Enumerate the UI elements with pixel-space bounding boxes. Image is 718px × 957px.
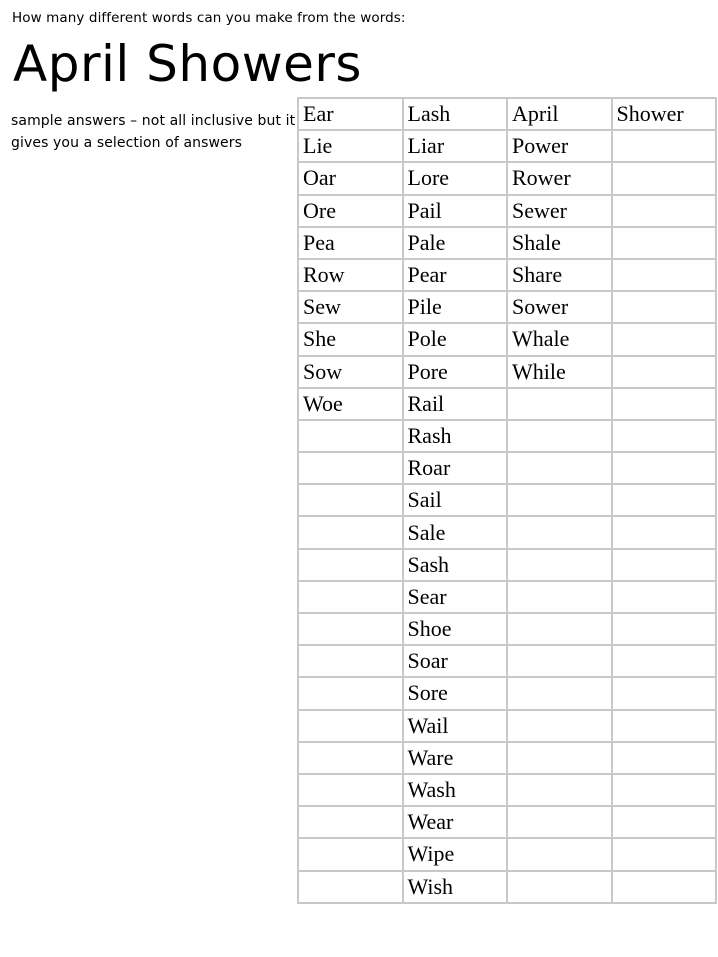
table-row bbox=[298, 677, 716, 709]
table-cell bbox=[612, 484, 717, 516]
worksheet-prompt: How many different words can you make from the words: bbox=[12, 10, 406, 26]
table-cell bbox=[612, 291, 717, 323]
table-row bbox=[298, 806, 716, 838]
table-cell: Power bbox=[507, 130, 612, 162]
table-cell bbox=[507, 871, 612, 903]
table-cell: Sore bbox=[403, 677, 508, 709]
table-row bbox=[298, 484, 716, 516]
table-cell: Oar bbox=[298, 162, 403, 194]
table-cell bbox=[612, 581, 717, 613]
table-cell bbox=[612, 356, 717, 388]
table-cell: Pale bbox=[403, 227, 508, 259]
table-cell bbox=[507, 452, 612, 484]
table-row bbox=[298, 549, 716, 581]
table-cell bbox=[612, 130, 717, 162]
table-row bbox=[298, 452, 716, 484]
table-cell: Pear bbox=[403, 259, 508, 291]
table-cell: Pail bbox=[403, 195, 508, 227]
answer-table-body bbox=[298, 98, 716, 903]
table-cell: Wish bbox=[403, 871, 508, 903]
table-row bbox=[298, 710, 716, 742]
table-cell bbox=[612, 613, 717, 645]
table-cell: Ware bbox=[403, 742, 508, 774]
table-cell bbox=[298, 710, 403, 742]
table-cell bbox=[612, 388, 717, 420]
table-cell: Sewer bbox=[507, 195, 612, 227]
table-cell bbox=[612, 516, 717, 548]
table-cell: Sew bbox=[298, 291, 403, 323]
table-row bbox=[298, 356, 716, 388]
table-cell: Wail bbox=[403, 710, 508, 742]
table-cell bbox=[298, 806, 403, 838]
table-cell bbox=[612, 452, 717, 484]
table-row bbox=[298, 516, 716, 548]
table-cell: While bbox=[507, 356, 612, 388]
table-cell bbox=[298, 645, 403, 677]
table-row bbox=[298, 613, 716, 645]
table-row bbox=[298, 581, 716, 613]
table-cell bbox=[612, 259, 717, 291]
answer-table bbox=[297, 97, 717, 904]
table-cell: Rail bbox=[403, 388, 508, 420]
table-cell bbox=[612, 806, 717, 838]
table-row bbox=[298, 774, 716, 806]
table-cell: Lie bbox=[298, 130, 403, 162]
table-cell: Soar bbox=[403, 645, 508, 677]
table-cell bbox=[507, 838, 612, 870]
table-cell: Rash bbox=[403, 420, 508, 452]
table-cell bbox=[298, 549, 403, 581]
table-cell: Shower bbox=[612, 98, 717, 130]
table-cell: Roar bbox=[403, 452, 508, 484]
table-cell: Lore bbox=[403, 162, 508, 194]
table-cell bbox=[298, 838, 403, 870]
table-cell: Ear bbox=[298, 98, 403, 130]
table-cell: Pea bbox=[298, 227, 403, 259]
table-cell bbox=[507, 645, 612, 677]
table-cell: Wash bbox=[403, 774, 508, 806]
table-row bbox=[298, 227, 716, 259]
table-row bbox=[298, 195, 716, 227]
table-cell bbox=[612, 420, 717, 452]
table-cell bbox=[612, 162, 717, 194]
table-row bbox=[298, 291, 716, 323]
table-cell bbox=[507, 710, 612, 742]
table-cell: Shale bbox=[507, 227, 612, 259]
table-row bbox=[298, 259, 716, 291]
table-cell: Wear bbox=[403, 806, 508, 838]
table-cell: Sear bbox=[403, 581, 508, 613]
table-cell bbox=[612, 227, 717, 259]
table-cell: Pore bbox=[403, 356, 508, 388]
table-row bbox=[298, 838, 716, 870]
table-cell bbox=[298, 484, 403, 516]
table-row bbox=[298, 871, 716, 903]
table-row bbox=[298, 323, 716, 355]
table-cell bbox=[507, 388, 612, 420]
table-cell: Sail bbox=[403, 484, 508, 516]
table-cell bbox=[507, 516, 612, 548]
table-cell bbox=[507, 549, 612, 581]
sample-answers-note: sample answers – not all inclusive but it gives you a selection of answers bbox=[11, 113, 296, 151]
table-cell: Shoe bbox=[403, 613, 508, 645]
table-cell bbox=[507, 742, 612, 774]
table-cell bbox=[612, 549, 717, 581]
table-cell: Sower bbox=[507, 291, 612, 323]
table-row bbox=[298, 388, 716, 420]
table-cell: Pole bbox=[403, 323, 508, 355]
table-row bbox=[298, 420, 716, 452]
table-cell: Lash bbox=[403, 98, 508, 130]
table-cell: Row bbox=[298, 259, 403, 291]
table-row bbox=[298, 645, 716, 677]
page-title: April Showers bbox=[13, 35, 362, 93]
table-cell bbox=[298, 774, 403, 806]
table-cell: Sale bbox=[403, 516, 508, 548]
table-cell: Rower bbox=[507, 162, 612, 194]
table-cell bbox=[298, 581, 403, 613]
table-cell bbox=[612, 710, 717, 742]
table-cell bbox=[612, 838, 717, 870]
table-header-row bbox=[298, 98, 716, 130]
table-cell bbox=[298, 742, 403, 774]
table-cell bbox=[612, 742, 717, 774]
table-cell bbox=[298, 677, 403, 709]
table-cell bbox=[612, 871, 717, 903]
table-row bbox=[298, 742, 716, 774]
table-cell: Whale bbox=[507, 323, 612, 355]
table-cell: Liar bbox=[403, 130, 508, 162]
table-cell bbox=[507, 420, 612, 452]
table-cell bbox=[298, 613, 403, 645]
table-row bbox=[298, 130, 716, 162]
table-cell: Wipe bbox=[403, 838, 508, 870]
table-cell bbox=[612, 323, 717, 355]
table-cell: Pile bbox=[403, 291, 508, 323]
table-cell bbox=[298, 420, 403, 452]
table-cell bbox=[507, 774, 612, 806]
table-cell: Sow bbox=[298, 356, 403, 388]
table-cell: Woe bbox=[298, 388, 403, 420]
table-cell bbox=[507, 806, 612, 838]
table-cell bbox=[298, 871, 403, 903]
table-row bbox=[298, 162, 716, 194]
table-cell bbox=[507, 613, 612, 645]
table-cell bbox=[612, 774, 717, 806]
table-cell: Ore bbox=[298, 195, 403, 227]
table-cell: She bbox=[298, 323, 403, 355]
table-cell bbox=[298, 452, 403, 484]
table-cell bbox=[298, 516, 403, 548]
table-cell: Sash bbox=[403, 549, 508, 581]
table-cell bbox=[507, 484, 612, 516]
table-cell bbox=[612, 677, 717, 709]
table-cell bbox=[612, 645, 717, 677]
table-cell: Share bbox=[507, 259, 612, 291]
table-cell bbox=[507, 581, 612, 613]
table-cell bbox=[612, 195, 717, 227]
table-cell bbox=[507, 677, 612, 709]
table-cell: April bbox=[507, 98, 612, 130]
